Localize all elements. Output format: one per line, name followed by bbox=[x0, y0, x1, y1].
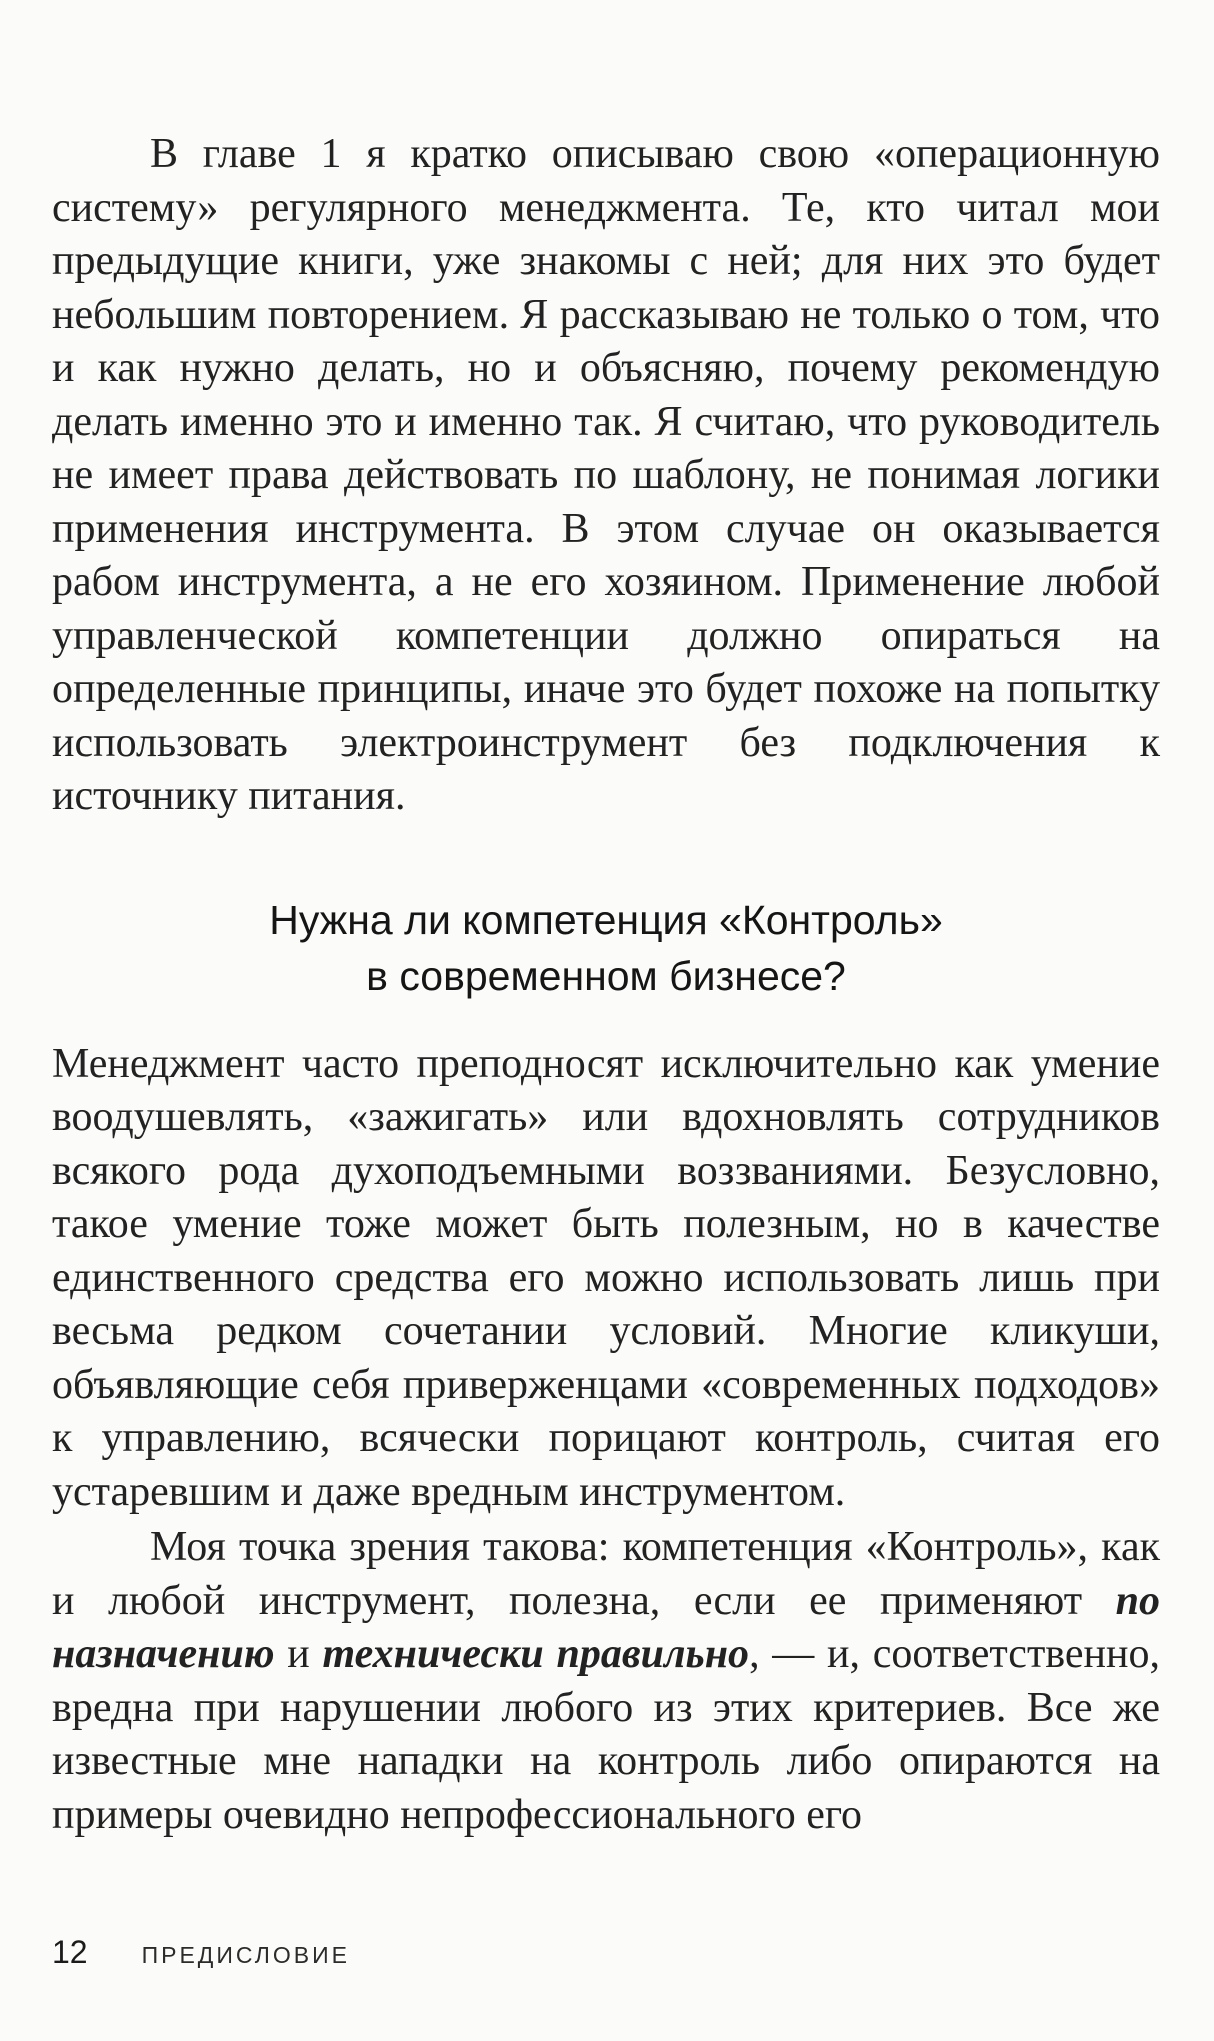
emphasis-by-purpose: по назначению bbox=[52, 1577, 1160, 1677]
page-number: 12 bbox=[52, 1934, 88, 1970]
section-heading bbox=[52, 892, 1160, 1004]
opinion-text-part1: Моя точка зрения такова: компетенция «Контроль», как и любой инструмент, полезна, если ее применяют bbox=[52, 1524, 1160, 1624]
body-paragraph-opinion bbox=[52, 1521, 1160, 1842]
body-paragraph-management: Менеджмент часто преподносят исключительно как умение воодушевлять, «зажигать» или вдохновлять сотрудников всякого рода духоподъемными воззваниями. Безусловно, такое умение тоже может быть полезным, но в качестве единственного средства его можно использовать лишь при весьма редком сочетании условий. Многие кликуши, объявляющие себя приверженцами «современных подходов» к управлению, всячески порицают контроль, считая его устаревшим и даже вредным инструментом. bbox=[52, 1040, 1160, 1515]
page-footer bbox=[52, 1934, 350, 1971]
opinion-text-part3: , — и, соответственно, вредна при нарушении любого из этих критериев. Все же известные мне нападки на контроль либо опираются на примеры очевидно непрофессионального его bbox=[52, 1631, 1160, 1838]
section-heading-line2: в современном бизнесе? bbox=[366, 952, 846, 999]
emphasis-technically-correct: технически правильно bbox=[322, 1631, 750, 1677]
page-body bbox=[52, 128, 1160, 1842]
section-heading-line1: Нужна ли компетенция «Контроль» bbox=[269, 896, 943, 943]
running-head: ПРЕДИСЛОВИЕ bbox=[141, 1942, 350, 1968]
opinion-text-part2: и bbox=[274, 1631, 323, 1677]
intro-paragraph: В главе 1 я кратко описываю свою «операционную систему» регулярного менеджмента. Те, кто читал мои предыдущие книги, уже знакомы с ней; для них это будет небольшим повторением. Я рассказываю не только о том, что и как нужно делать, но и объясняю, почему рекомендую делать именно это и именно так. Я считаю, что руководитель не имеет права действовать по шаблону, не понимая логики применения инструмента. В этом случае он оказывается рабом инструмента, а не его хозяином. Применение любой управленческой компетенции должно опираться на определенные принципы, иначе это будет похоже на попытку использовать электроинструмент без подключения к источнику питания. bbox=[52, 131, 1160, 819]
